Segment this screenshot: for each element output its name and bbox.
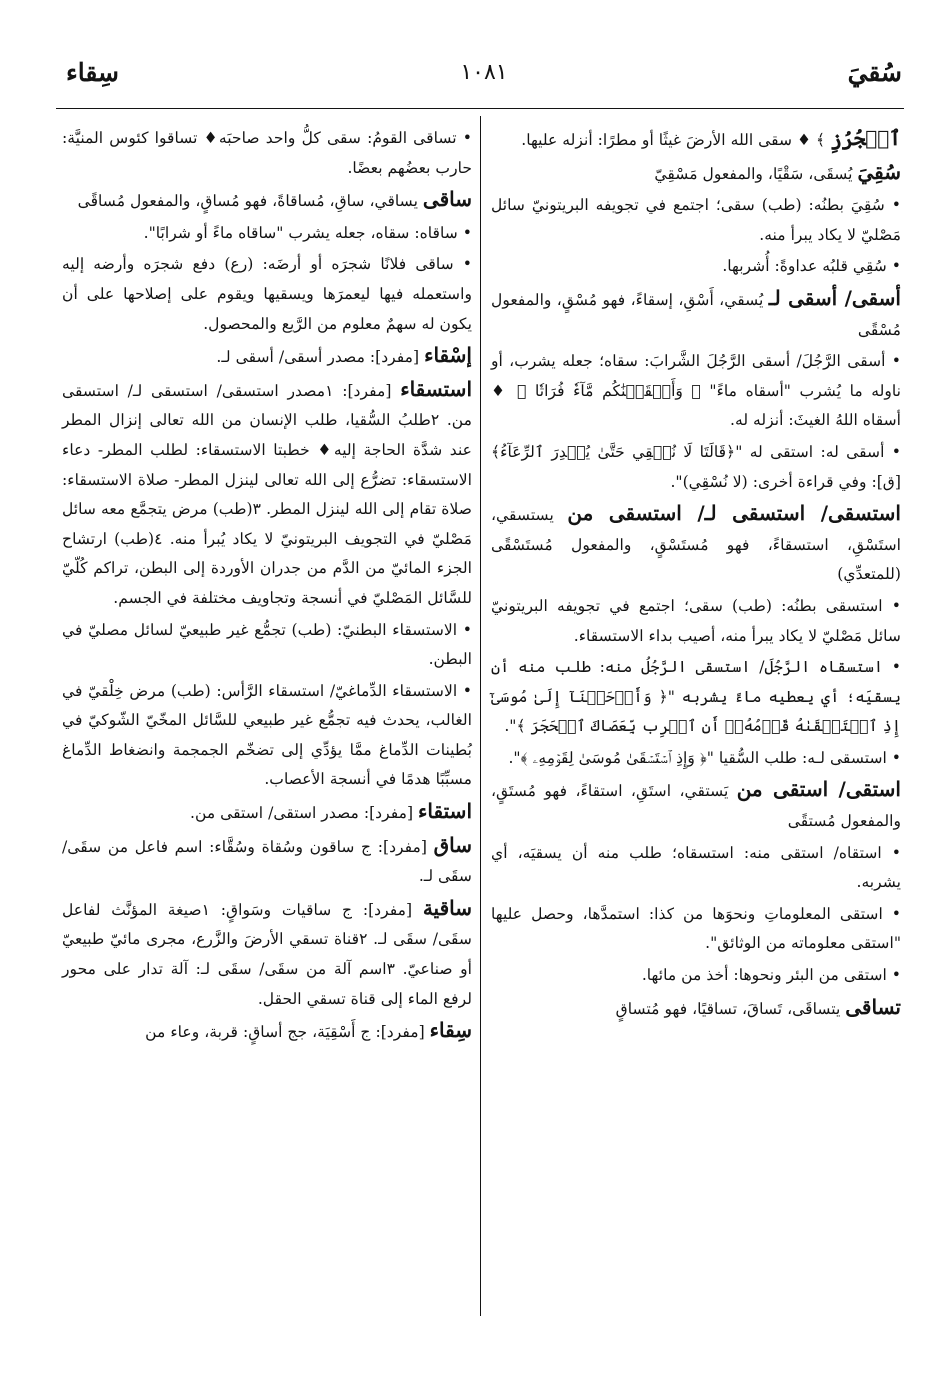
entry-definition: • أسقى له: استقى له "﴿قَالَتَا لَا نُسۡقِي حَتَّىٰ يُصۡدِرَ ٱلرِّعَآءُ﴾ [ق]: وفي قراءة أخرى: (لا نُسْقِي)". <box>491 442 901 491</box>
entry-definition: • الاستسقاء الدِّماغيّ/ استسقاء الرَّأس: (طب) مرض خِلْقيّ في الغالب، يحدث فيه تجمُّع غير طبيعي للسَّائل المخّيّ الشّوكيّ في بُطينات الدِّماغ ممَّا يؤدِّي إلى تضخّم الجمجمة وانضغاط الدِّماغ مسبِّبًا هدمًا في أنسجة الأعصاب. <box>62 681 472 789</box>
entry-definition: • استقاه/ استقى منه: استسقاه؛ طلب منه أن يسقيَه، أي يشربه. <box>491 843 901 892</box>
dictionary-entry <box>491 961 901 991</box>
entry-definition: [مفرد]: ج أَسْقِيَة، جج أساقٍ: قربة، وعاء من <box>145 1023 425 1042</box>
dictionary-entry <box>491 499 901 590</box>
entry-definition: • تساقى القومُ: سقى كلُّ واحد صاحبَه♦ تساقوا كئوس المنيَّة: حارب بعضُهم بعضًا. <box>62 129 472 177</box>
dictionary-entry <box>62 124 472 183</box>
entry-definition: [مفرد]: ١مصدر استسقى/ استسقى لـ/ استسقى من. ٢طلبُ السُّقيا، طلب الإنسان من الله تعالى إنزال المطر عند شدَّة الحاجة إليه♦ خطبتا الاستسقاء: لطلب المطر- دعاء الاستسقاء: تضرُّع إلى الله تعالى لينزل المطر- صلاة الاستسقاء: صلاة تقام إلى الله لينزل المطر. ٣(طب) مرض يتجمَّع معه سائل مَصْليّ في التجويف البريتونيّ لا يكاد يُبرأ منه. ٤(طب) ارتشاح الجزء المائيّ من الدَّم من جدران الأوردة إلى البطن، تراكم كُلّيّ للسَّائل المَصْليّ في أنسجة وتجاويف مختلفة في الجسم. <box>62 381 473 607</box>
dictionary-entry <box>62 677 472 795</box>
dictionary-entry <box>491 775 901 836</box>
entry-definition: • أسقى الرَّجُلَ/ أسقى الرَّجُلَ الشَّرابَ: سقاه؛ جعله يشرب، أو ناوله ما يُشرب "أسقاه ماءً" ﴿ وَأَسۡقَيۡنَٰكُم مَّآءٗ فُرَاتٗا ﴾ ♦ أسقاه اللهُ الغيثَ: أنزله له. <box>491 352 901 430</box>
entry-headword: تساقى <box>845 994 901 1019</box>
entry-headword: أسقى/ أسقى لـ <box>768 285 901 310</box>
dictionary-entry <box>491 158 901 190</box>
dictionary-entry <box>491 252 901 282</box>
header-guide-word-left: سِقاء <box>66 58 119 87</box>
entry-definition: يَستقي، استَقِ، استقاءً، فهو مُستَقٍ، والمفعول مُستقًى <box>491 782 901 831</box>
entry-definition: يتساقَى، تَساقَ، تساقيًا، فهو مُتساقٍ <box>615 999 841 1018</box>
dictionary-entry <box>491 900 901 959</box>
dictionary-entry <box>491 592 901 651</box>
header-guide-word-right: سُقيَ <box>847 58 902 87</box>
dictionary-entry <box>62 185 472 217</box>
entry-headword: ٱلۡجُرُزِ <box>830 126 901 150</box>
dictionary-entry <box>62 250 472 339</box>
dictionary-entry <box>62 341 472 373</box>
dictionary-entry <box>491 124 901 156</box>
dictionary-entry <box>62 894 472 1014</box>
entry-definition: [مفرد]: ج ساقون وسُقاة وسُقَّاء: اسم فاعل من سقَى/ سقَى لـ. <box>62 837 472 886</box>
entry-headword: سُقِيَ <box>857 159 901 184</box>
entry-definition: • استقى من البئر ونحوها: أخذ من مائها. <box>641 966 901 985</box>
entry-definition: • سُقِيَ بطنُه: (طب) سقى؛ اجتمع في تجويفه البريتونيّ سائل مَصْليّ لا يكاد يبرأ منه. <box>491 196 901 244</box>
entry-definition: • استسقى بطنُه: (طب) سقى؛ اجتمع في تجويفه البريتونيّ سائل مَصْليّ لا يكاد يبرأ منه، أصيب بداء الاستسقاء. <box>491 596 901 645</box>
page-number: ١٠٨١ <box>460 60 508 85</box>
page-header <box>66 58 902 92</box>
entry-headword: إسْقاء <box>424 343 472 368</box>
entry-definition: يساقي، ساقِ، مُساقاةً، فهو مُساقٍ، والمفعول مُساقًى <box>77 192 418 211</box>
dictionary-entry <box>491 191 901 250</box>
entry-headword: استقى/ استقى من <box>736 777 901 802</box>
entry-definition: • استسقاه الرَّجُلَ/ استسقى الرَّجُلُ منه: طلب منه أن يسقيَه؛ أي يعطيه ماءً يشربه "﴿ وَأَوۡحَيۡنَآ إِلَىٰ مُوسَىٰٓ إِذِ ٱسۡتَسۡقَىٰهُ قَوۡمُهُۥٓ أَنِ ٱضۡرِب بِّعَصَاكَ ٱلۡحَجَرَ ﴾". <box>491 658 901 736</box>
entry-definition: ﴾ ♦ سقى الله الأرضَ غيثًا أو مطرًا: أنزله عليها. <box>521 131 826 149</box>
dictionary-entry <box>62 616 472 675</box>
dictionary-entry <box>62 831 472 892</box>
dictionary-entry <box>62 797 472 829</box>
dictionary-entry <box>491 347 901 436</box>
dictionary-entry <box>491 744 901 774</box>
entry-definition: يُسقي، أَسْقِ، إسقاءً، فهو مُسْقٍ، والمفعول مُسْقًى <box>491 290 901 339</box>
entry-definition: • سُقِي قلبُه عداوةً: أُشربها. <box>722 257 901 276</box>
entry-definition: يُسقَى، سَقْيًا، والمفعول مَسْقِيّ <box>654 164 853 183</box>
entry-definition: [مفرد]: مصدر استقى/ استقى من. <box>190 804 414 823</box>
entry-definition: [مفرد]: مصدر أسقى/ أسقى لـ. <box>216 348 420 367</box>
column-divider <box>480 116 481 1316</box>
entry-definition: • استسقى لـه: طلب السُّقيا "﴿ وَإِذِ ٱسۡتَسۡقَىٰ مُوسَىٰ لِقَوۡمِهِۦ ﴾". <box>508 748 901 767</box>
entry-headword: ساقى <box>422 187 472 212</box>
dictionary-entry <box>62 375 472 614</box>
dictionary-entry <box>491 839 901 898</box>
entry-definition: [مفرد]: ج ساقيات وسَواقٍ: ١صيغة المؤنَّث لفاعل سقَى/ سقَى لـ. ٢قناة تسقي الأرضَ والزَّرع، مجرى مائيّ طبيعيّ أو صناعيّ. ٣اسم آلة من سقَى/ سقَى لـ: آلة تدار على محور لرفع الماء إلى قناة تسقي الحقل. <box>62 900 472 1008</box>
dictionary-entry <box>491 653 901 742</box>
left-column <box>62 122 472 1050</box>
entry-headword: استسقاء <box>400 376 472 401</box>
dictionary-entry <box>491 284 901 345</box>
entry-headword: استقاء <box>418 799 472 824</box>
dictionary-entry <box>491 993 901 1025</box>
entry-definition: • ساقى فلانًا شجرَه أو أرضَه: (رع) دفع شجرَه وأرضه إليه واستعمله فيها ليعمرَها ويسقيها ويقوم على إصلاحها على أن يكون له سهمٌ معلوم من الرَّيع والمحصول. <box>62 255 472 333</box>
entry-headword: ساقية <box>422 895 472 920</box>
right-column <box>491 122 901 1026</box>
entry-definition: • استقى المعلوماتِ ونحوَها من كذا: استمدَّها، وحصل عليها "استقى معلوماته من الوثائق". <box>491 904 901 953</box>
entry-headword: ساق <box>433 832 472 857</box>
entry-definition: • الاستسقاء البطنيّ: (طب) تجمُّع غير طبيعيّ لسائل مصليّ في البطن. <box>62 620 472 669</box>
entry-definition: • ساقاه: سقاه، جعله يشرب "ساقاه ماءً أو شرابًا". <box>143 223 472 242</box>
dictionary-entry <box>491 438 901 497</box>
header-rule <box>56 108 904 109</box>
entry-headword: سِقاء <box>429 1018 472 1043</box>
entry-definition: يستسقي، استَسْقِ، استسقاءً، فهو مُستَسْقٍ، والمفعول مُستَسْقًى (للمتعدِّي) <box>491 506 901 584</box>
dictionary-entry <box>62 1016 472 1048</box>
entry-headword: استسقى/ استسقى لـ/ استسقى من <box>567 501 901 526</box>
dictionary-entry <box>62 219 472 249</box>
